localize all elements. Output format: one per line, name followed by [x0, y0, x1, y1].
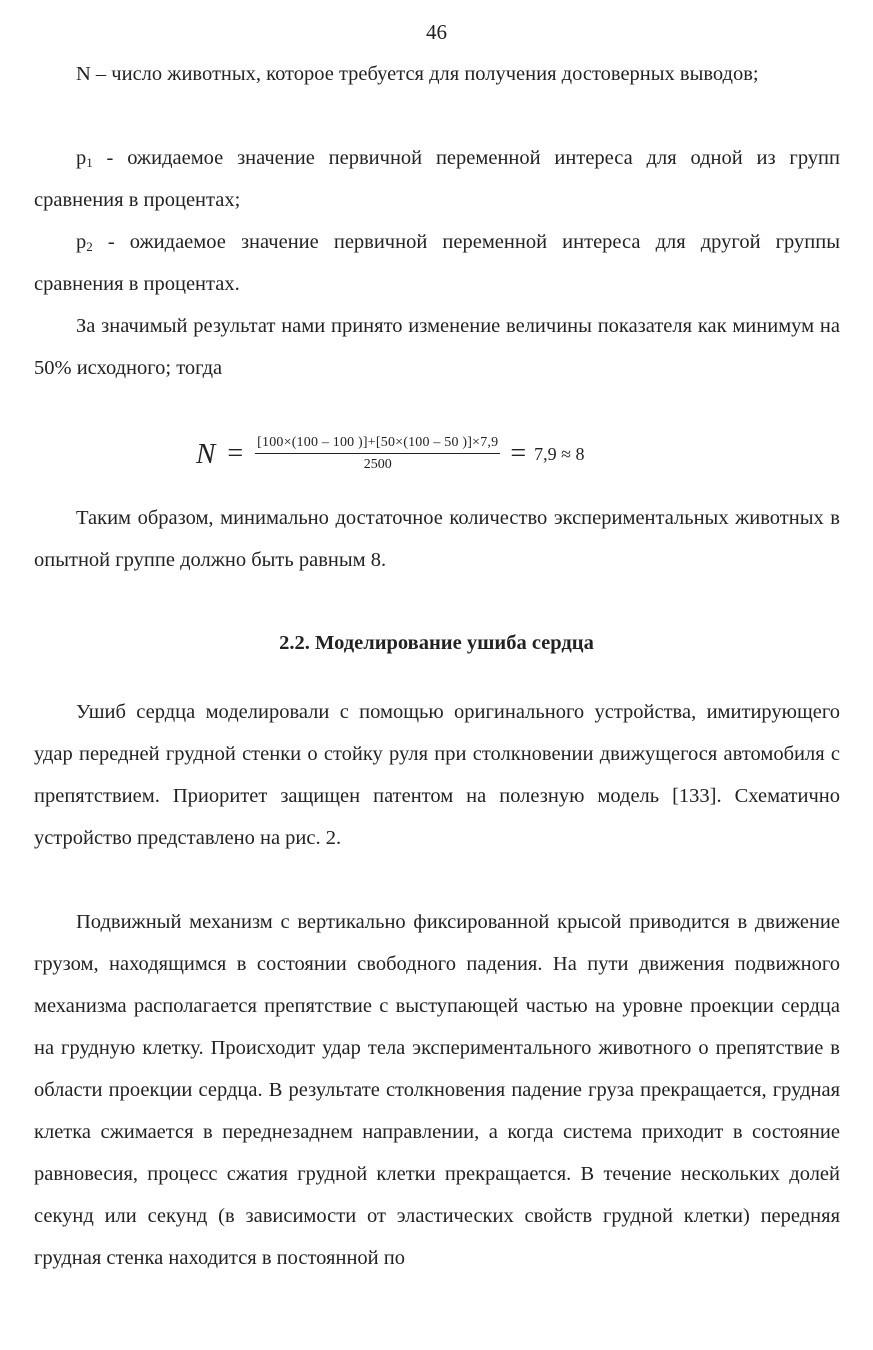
- conclusion-paragraph: Таким образом, минимально достаточное количество экспериментальных животных в опытной группе должно быть равным 8.: [34, 507, 840, 571]
- p1-letter: p: [76, 147, 87, 169]
- formula-result: 7,9 ≈ 8: [534, 443, 585, 464]
- formula-fraction: [255, 435, 500, 473]
- paragraph-contusion-model: Ушиб сердца моделировали с помощью оригинального устройства, имитирующего удар передней грудной стенки о стойку руля при столкновении движущегося автомобиля с препятствием. Приоритет защищен патентом на полезную модель [133]. Схематично устройство представлено на рис. 2.: [34, 701, 840, 849]
- formula-equals: =: [227, 438, 244, 469]
- formula-lhs: N: [196, 437, 216, 470]
- formula-numerator: [100×(100 – 100 )]+[50×(100 – 50 )]×7,9: [255, 435, 500, 454]
- definition-n: N – число животных, которое требуется для получения достоверных выводов;: [76, 63, 759, 85]
- formula-equals-2: =: [510, 438, 527, 469]
- definition-p1: [34, 137, 840, 221]
- formula-denominator: 2500: [363, 457, 392, 472]
- p1-description: - ожидаемое значение первичной переменной интереса для одной из групп сравнения в процентах;: [34, 147, 840, 211]
- paragraph-mechanism: Подвижный механизм с вертикально фиксированной крысой приводится в движение грузом, находящимся в состоянии свободного падения. На пути движения подвижного механизма располагается препятствие с выступающей частью на уровне проекции сердца на грудную клетку. Происходит удар тела экспериментального животного о препятствие в области проекции сердца. В результате столкновения падение груза прекращается, грудная клетка сжимается в переднезаднем направлении, а когда система приходит в состояние равновесия, процесс сжатия грудной клетки прекращается. В течение нескольких долей секунд или секунд (в зависимости от эластических свойств грудной клетки) передняя грудная стенка находится в постоянной по: [34, 911, 840, 1269]
- page-number: 46: [426, 20, 447, 44]
- p2-letter: p: [76, 231, 87, 253]
- p2-description: - ожидаемое значение первичной переменной интереса для другой группы сравнения в процентах.: [34, 231, 840, 295]
- section-heading: 2.2. Моделирование ушиба сердца: [279, 632, 594, 654]
- p2-subscript: 2: [86, 239, 93, 254]
- definition-p2: [34, 221, 840, 305]
- intro-paragraph: За значимый результат нами принято изменение величины показателя как минимум на 50% исходного; тогда: [34, 315, 840, 379]
- p1-subscript: 1: [86, 155, 93, 170]
- sample-size-formula: [196, 426, 585, 482]
